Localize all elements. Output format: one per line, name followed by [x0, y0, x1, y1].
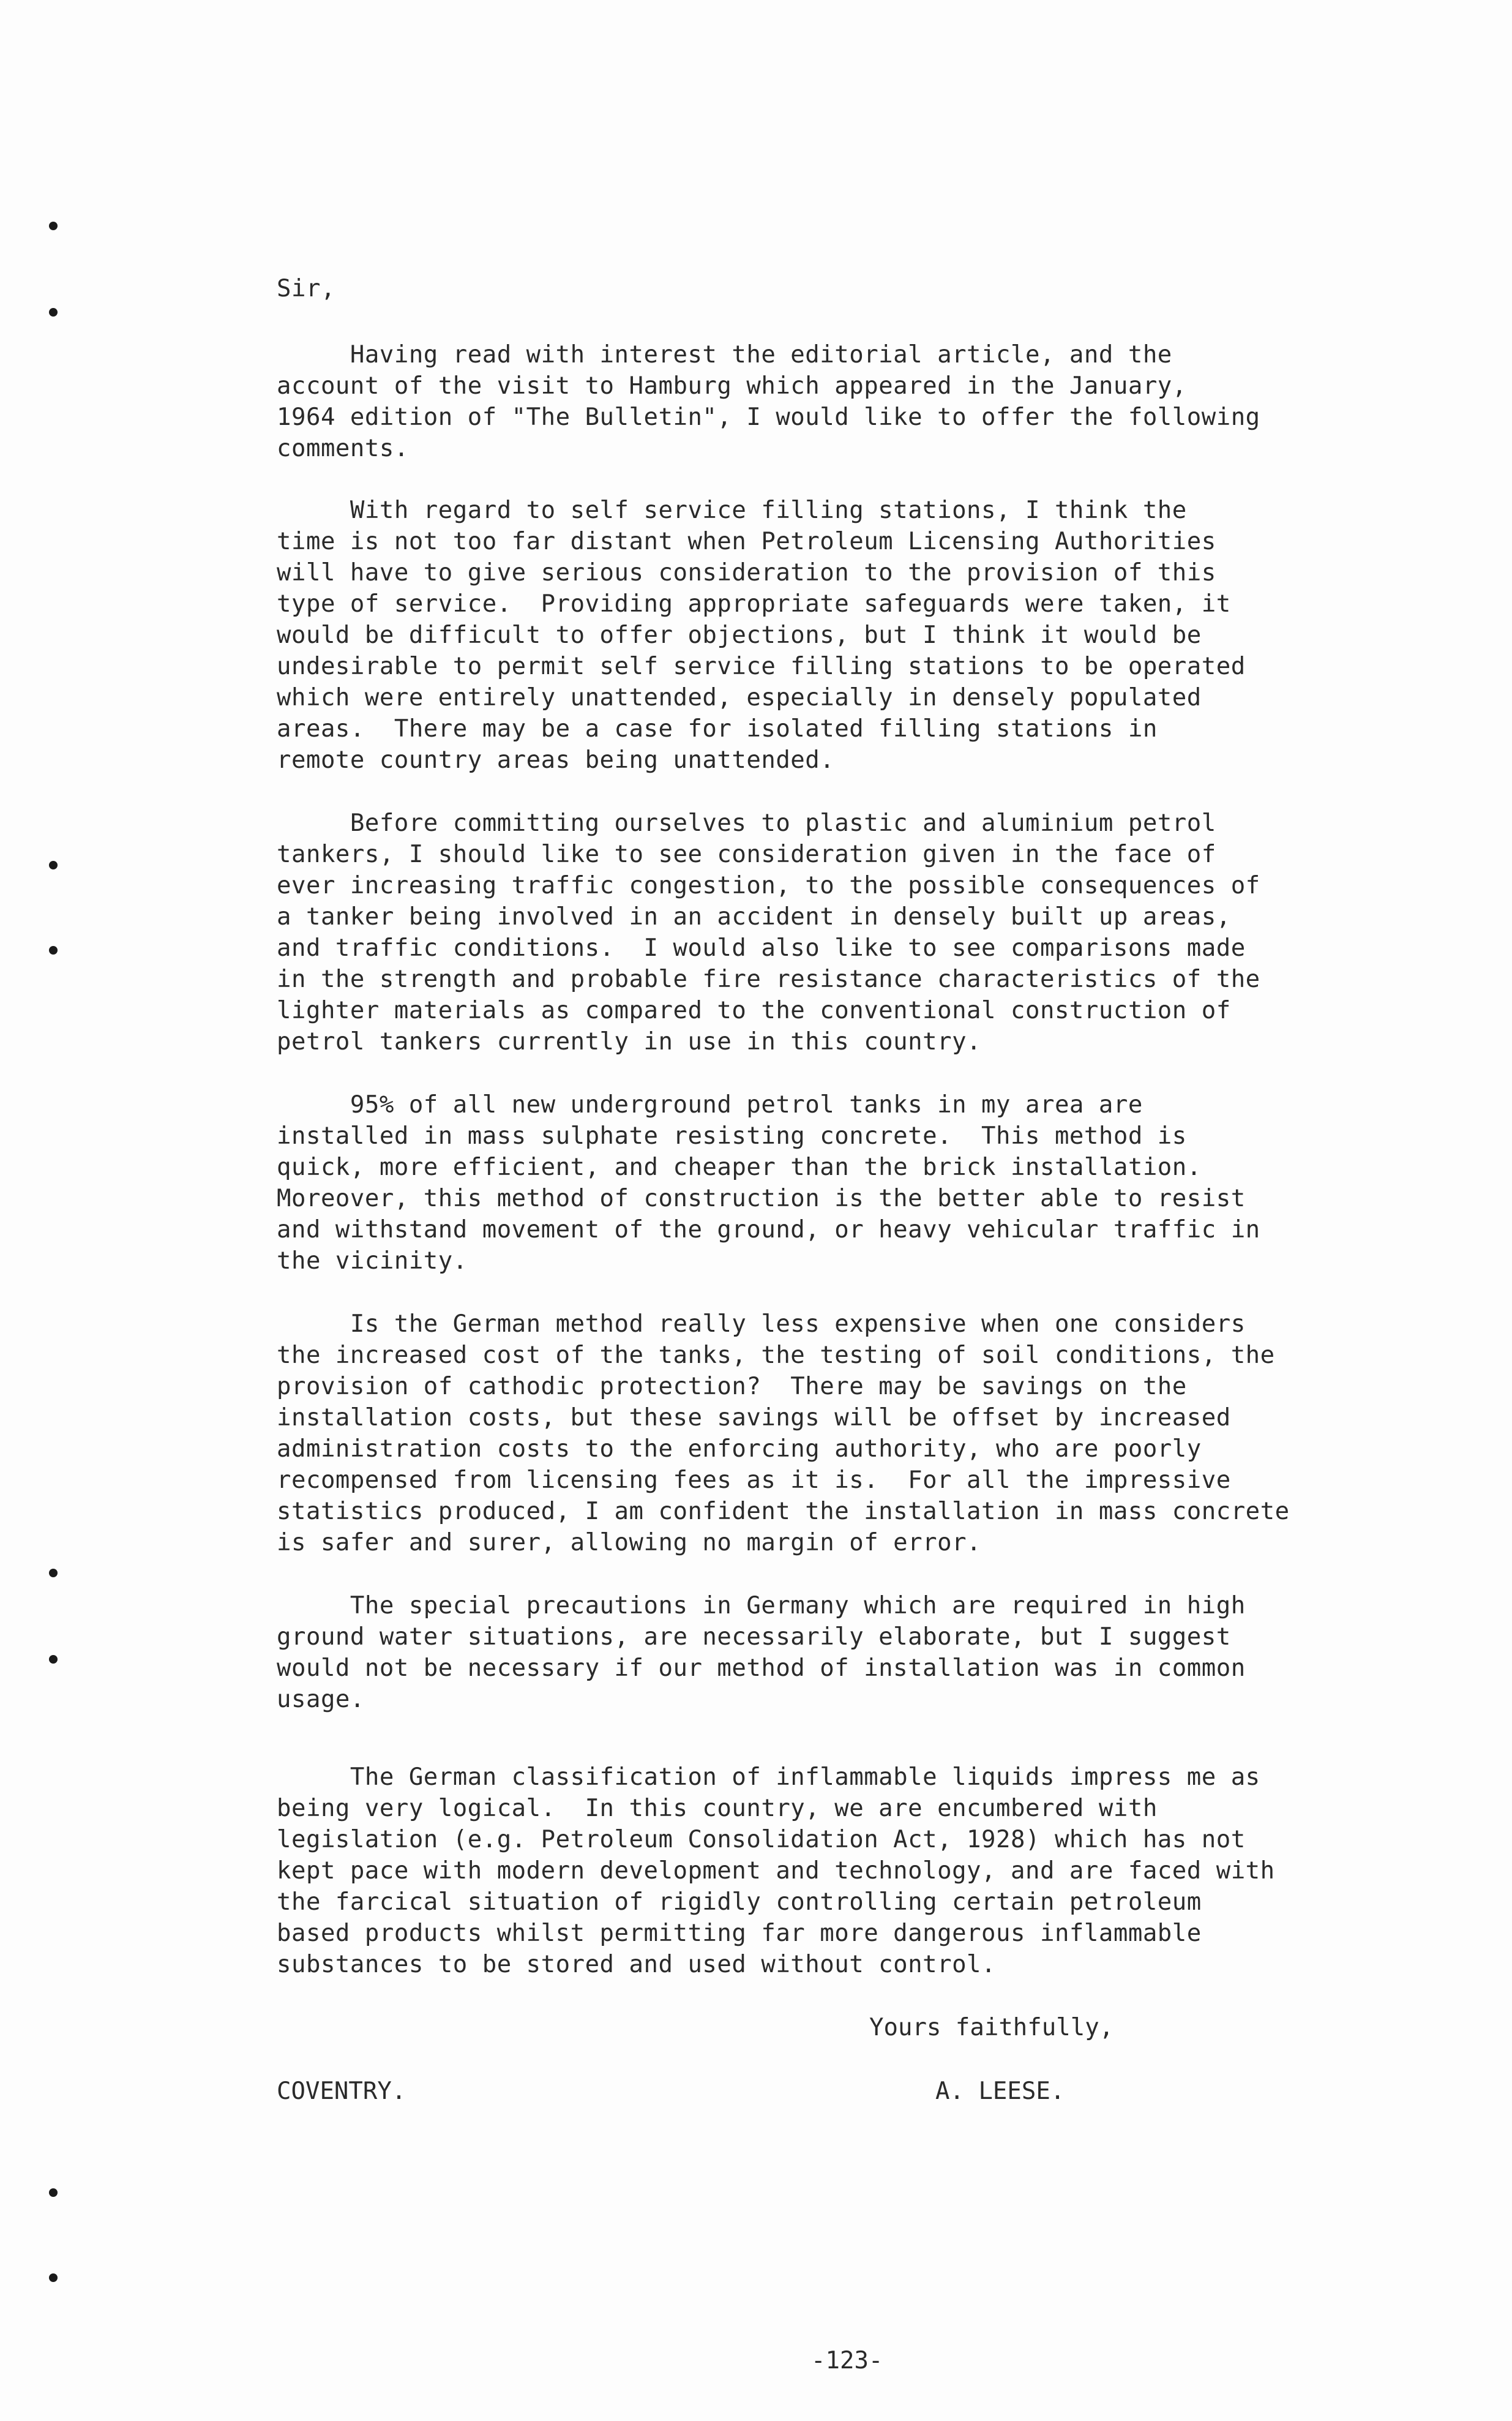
paragraph-underground-tanks: 95% of all new underground petrol tanks in my area are installed in mass sulphate resisting concrete. This method is quick, more efficient, and cheaper than the brick installation. Moreover, this method of construction is the better able to resist and withstand movement of the ground, or heavy vehicular traffic in the vicinity.	[277, 1091, 1260, 1275]
punch-hole-mark	[49, 2273, 58, 2282]
punch-hole-mark	[49, 1569, 58, 1577]
salutation: Sir,	[277, 275, 335, 302]
sender-signature: A. LEESE.	[935, 2078, 1065, 2105]
sender-location: COVENTRY.	[277, 2078, 406, 2105]
paragraph-petrol-tankers: Before committing ourselves to plastic and aluminium petrol tankers, I should like to see consideration given in the face of ever increasing traffic congestion, to the possible consequences of a tanker being involved in an accident in densely built up areas, and traffic conditions. I would also like to see comparisons made in the strength and probable fire resistance characteristics of the lighter materials as compared to the conventional construction of petrol tankers currently in use in this country.	[277, 809, 1260, 1056]
punch-hole-mark	[49, 861, 58, 869]
punch-hole-mark	[49, 2188, 58, 2197]
paragraph-liquid-classification: The German classification of inflammable liquids impress me as being very logical. In this country, we are encumbered with legislation (e.g. Petroleum Consolidation Act, 1928) which has not kept pace with modern development and technology, and are faced with the farcical situation of rigidly controlling certain petroleum based products whilst permitting far more dangerous inflammable substances to be stored and used without control.	[277, 1763, 1275, 1978]
paragraph-ground-water-precautions: The special precautions in Germany which are required in high ground water situations, are necessarily elaborate, but I suggest would not be necessary if our method of installation was in common usage.	[277, 1592, 1246, 1713]
closing-phrase: Yours faithfully,	[869, 2014, 1114, 2041]
paragraph-german-method-cost: Is the German method really less expensive when one considers the increased cost of the tanks, the testing of soil conditions, the provision of cathodic protection? There may be savings on the installation costs, but these savings will be offset by increased administration costs to the enforcing authority, who are poorly recompensed from licensing fees as it is. For all the impressive statistics produced, I am confident the installation in mass concrete is safer and surer, allowing no margin of error.	[277, 1310, 1290, 1556]
page-number: -123-	[811, 2347, 883, 2374]
punch-hole-mark	[49, 222, 58, 230]
paragraph-editorial-comments: Having read with interest the editorial article, and the account of the visit to Hamburg which appeared in the January, 1964 edition of "The Bulletin", I would like to offer the following comments.	[277, 341, 1260, 462]
punch-hole-mark	[49, 1655, 58, 1664]
punch-hole-mark	[49, 308, 58, 317]
punch-hole-mark	[49, 946, 58, 955]
paragraph-self-service-stations: With regard to self service filling stations, I think the time is not too far distant when Petroleum Licensing Authorities will have to give serious consideration to the provision of this type of service. Providing appropriate safeguards were taken, it would be difficult to offer objections, but I think it would be undesirable to permit self service filling stations to be operated which were entirely unattended, especially in densely populated areas. There may be a case for isolated filling stations in remote country areas being unattended.	[277, 497, 1246, 774]
